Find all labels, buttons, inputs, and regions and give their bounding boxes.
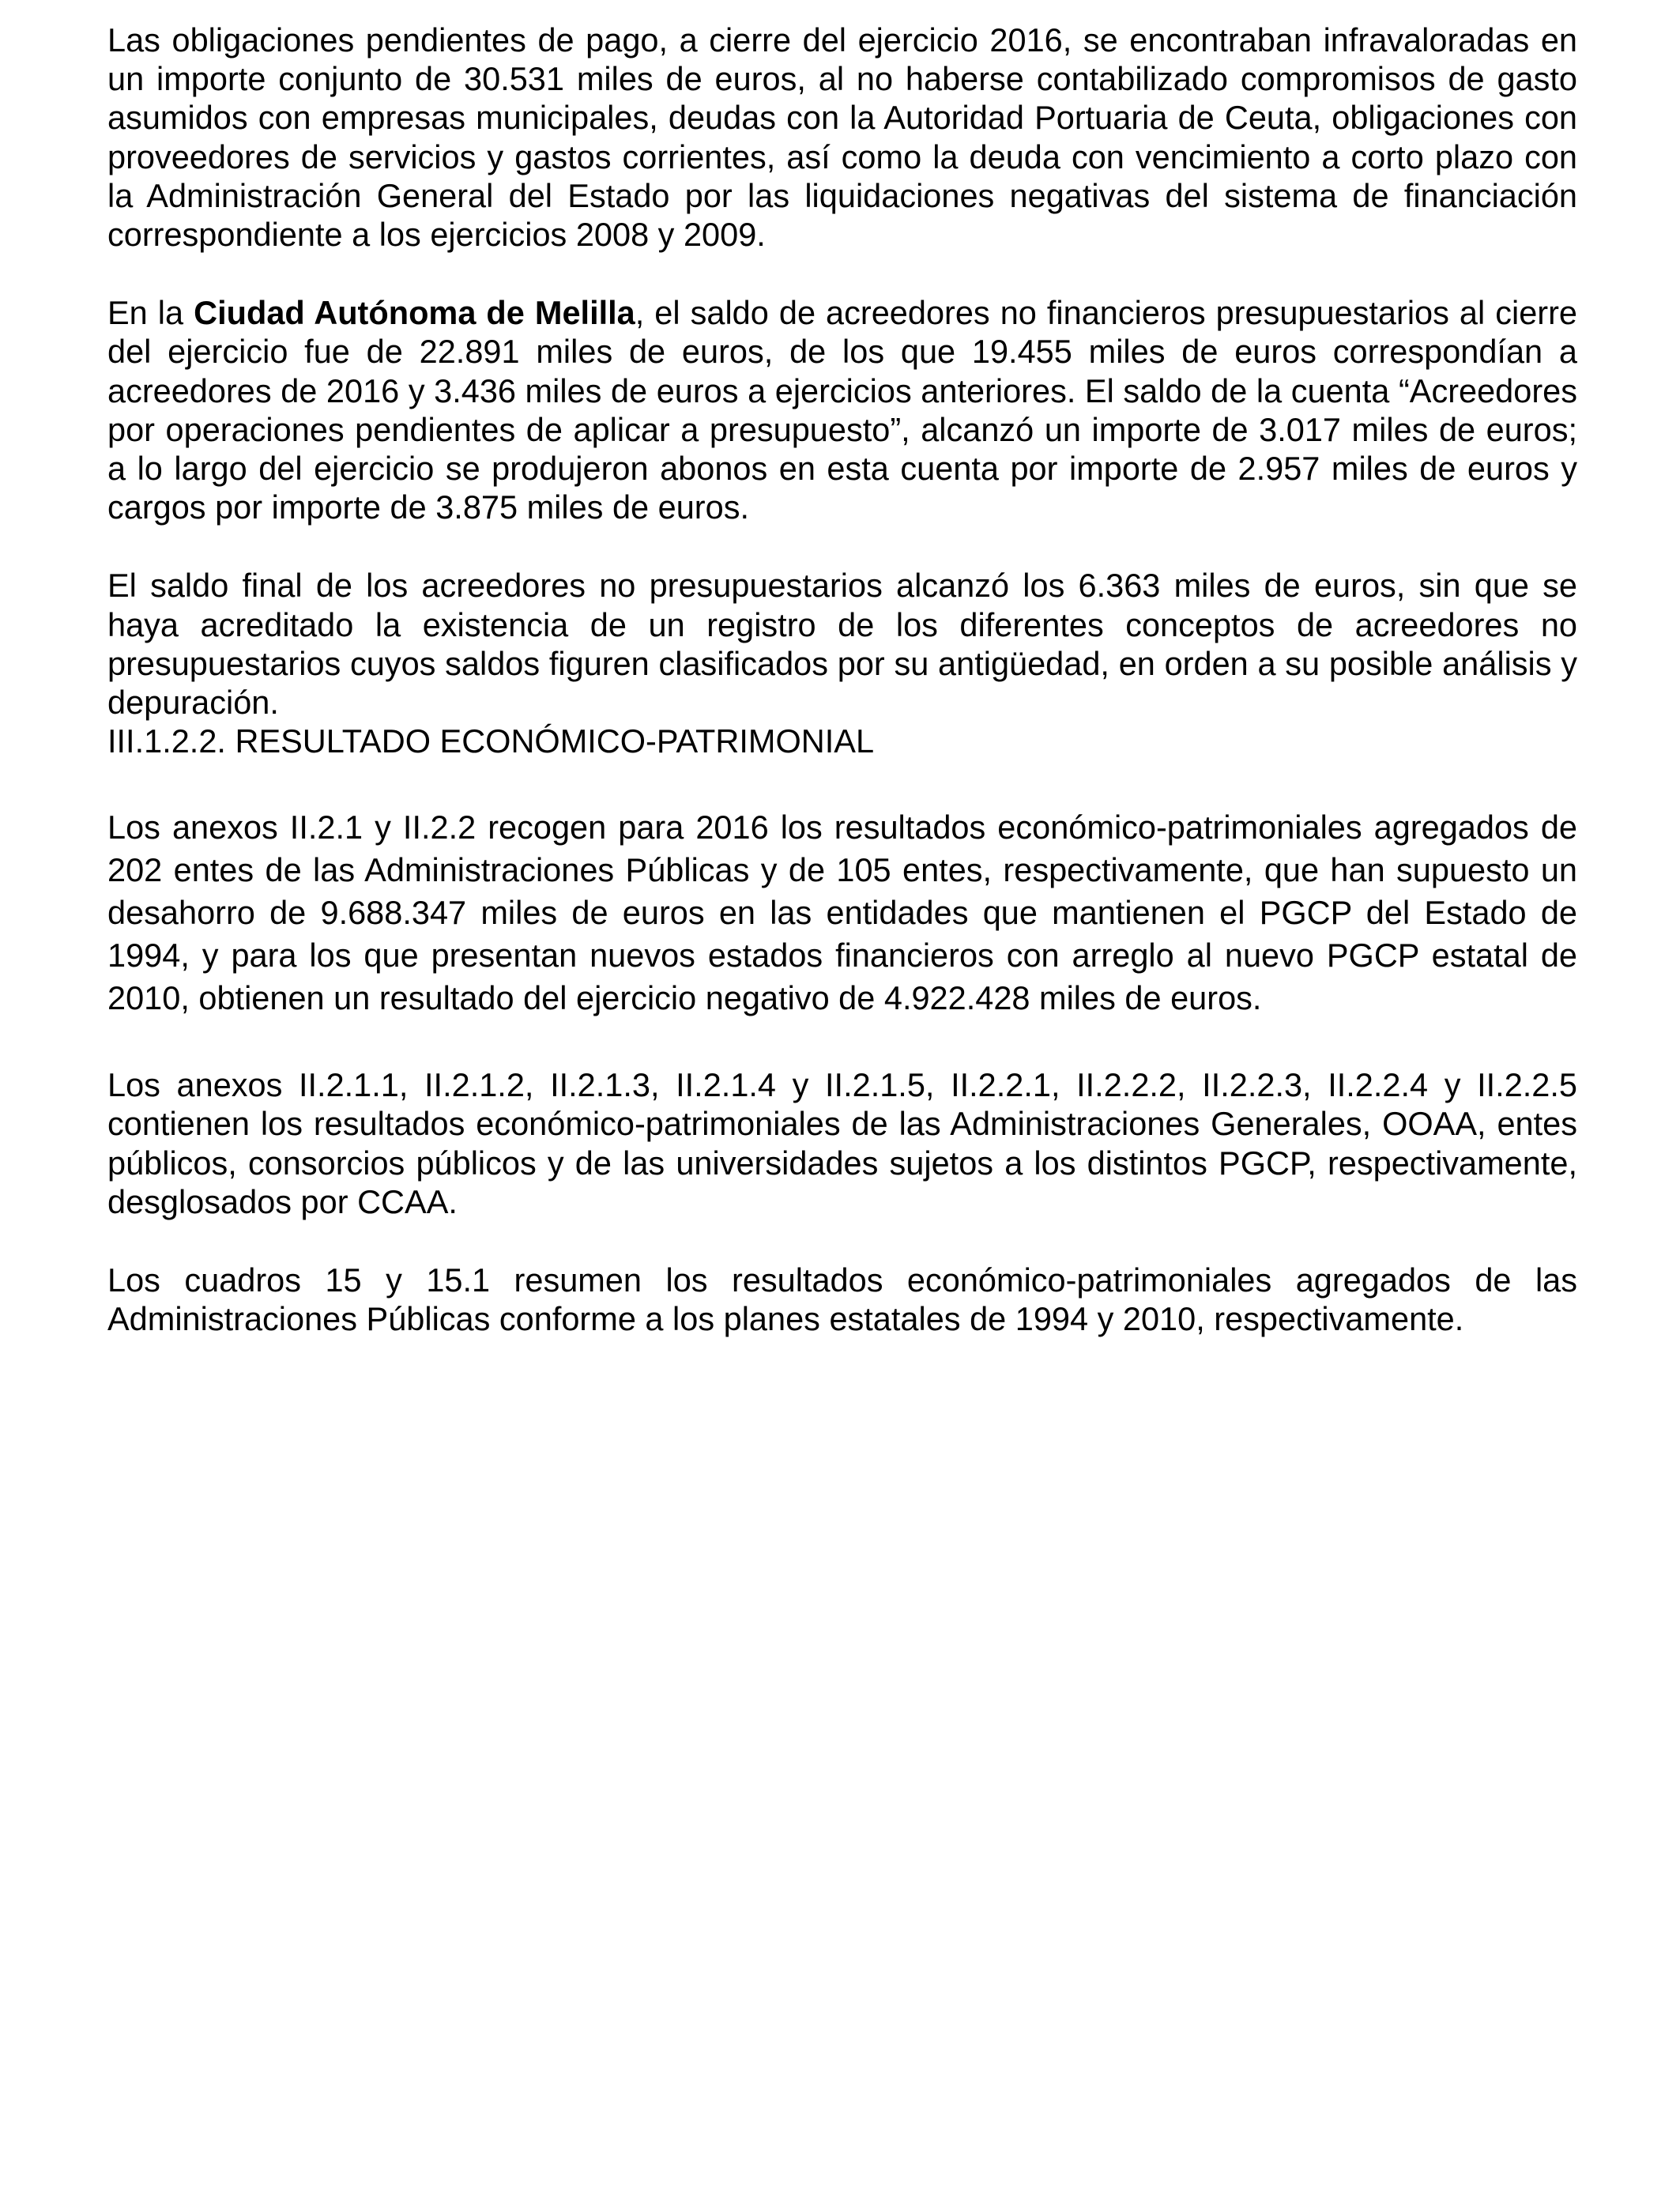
document-page	[107, 21, 1577, 1338]
paragraph-melilla-creditors	[107, 293, 1577, 526]
paragraph-annexes-detail: Los anexos II.2.1.1, II.2.1.2, II.2.1.3, II.2.1.4 y II.2.1.5, II.2.2.1, II.2.2.2, II.2.2.3, II.2.2.4 y II.2.2.5 contienen los resultados económico-patrimoniales de las Administraciones Generales, OOAA, entes públicos, consorcios públicos y de las universidades sujetos a los distintos PGCP, respectivamente, desglosados por CCAA.	[107, 1066, 1577, 1220]
paragraph-melilla-prefix: En la	[107, 294, 194, 332]
paragraph-cuadros-summary: Los cuadros 15 y 15.1 resumen los resultados económico-patrimoniales agregados de las Administraciones Públicas conforme a los planes estatales de 1994 y 2010, respectivamente.	[107, 1261, 1577, 1338]
paragraph-melilla-rest: , el saldo de acreedores no financieros presupuestarios al cierre del ejercicio fue de 22.891 miles de euros, de los que 19.455 miles de euros correspondían a acreedores de 2016 y 3.436 miles de euros a ejercicios anteriores. El saldo de la cuenta “Acreedores por operaciones pendientes de aplicar a presupuesto”, alcanzó un importe de 3.017 miles de euros; a lo largo del ejercicio se produjeron abonos en esta cuenta por importe de 2.957 miles de euros y cargos por importe de 3.875 miles de euros.	[107, 294, 1577, 526]
paragraph-non-budgetary-creditors: El saldo final de los acreedores no presupuestarios alcanzó los 6.363 miles de euros, sin que se haya acreditado la existencia de un registro de los diferentes conceptos de acreedores no presupuestarios cuyos saldos figuren clasificados por su antigüedad, en orden a su posible análisis y depuración.	[107, 567, 1577, 722]
paragraph-annexes-results: Los anexos II.2.1 y II.2.2 recogen para 2016 los resultados económico-patrimoniales agregados de 202 entes de las Administraciones Públicas y de 105 entes, respectivamente, que han supuesto un desahorro de 9.688.347 miles de euros en las entidades que mantienen el PGCP del Estado de 1994, y para los que presentan nuevos estados financieros con arreglo al nuevo PGCP estatal de 2010, obtienen un resultado del ejercicio negativo de 4.922.428 miles de euros.	[107, 809, 1577, 1017]
paragraph-ceuta-obligations: Las obligaciones pendientes de pago, a cierre del ejercicio 2016, se encontraban infravaloradas en un importe conjunto de 30.531 miles de euros, al no haberse contabilizado compromisos de gasto asumidos con empresas municipales, deudas con la Autoridad Portuaria de Ceuta, obligaciones con proveedores de servicios y gastos corrientes, así como la deuda con vencimiento a corto plazo con la Administración General del Estado por las liquidaciones negativas del sistema de financiación correspondiente a los ejercicios 2008 y 2009.	[107, 21, 1577, 254]
section-heading: III.1.2.2. RESULTADO ECONÓMICO-PATRIMONIAL	[107, 722, 875, 760]
melilla-bold-name: Ciudad Autónoma de Melilla	[194, 294, 635, 332]
